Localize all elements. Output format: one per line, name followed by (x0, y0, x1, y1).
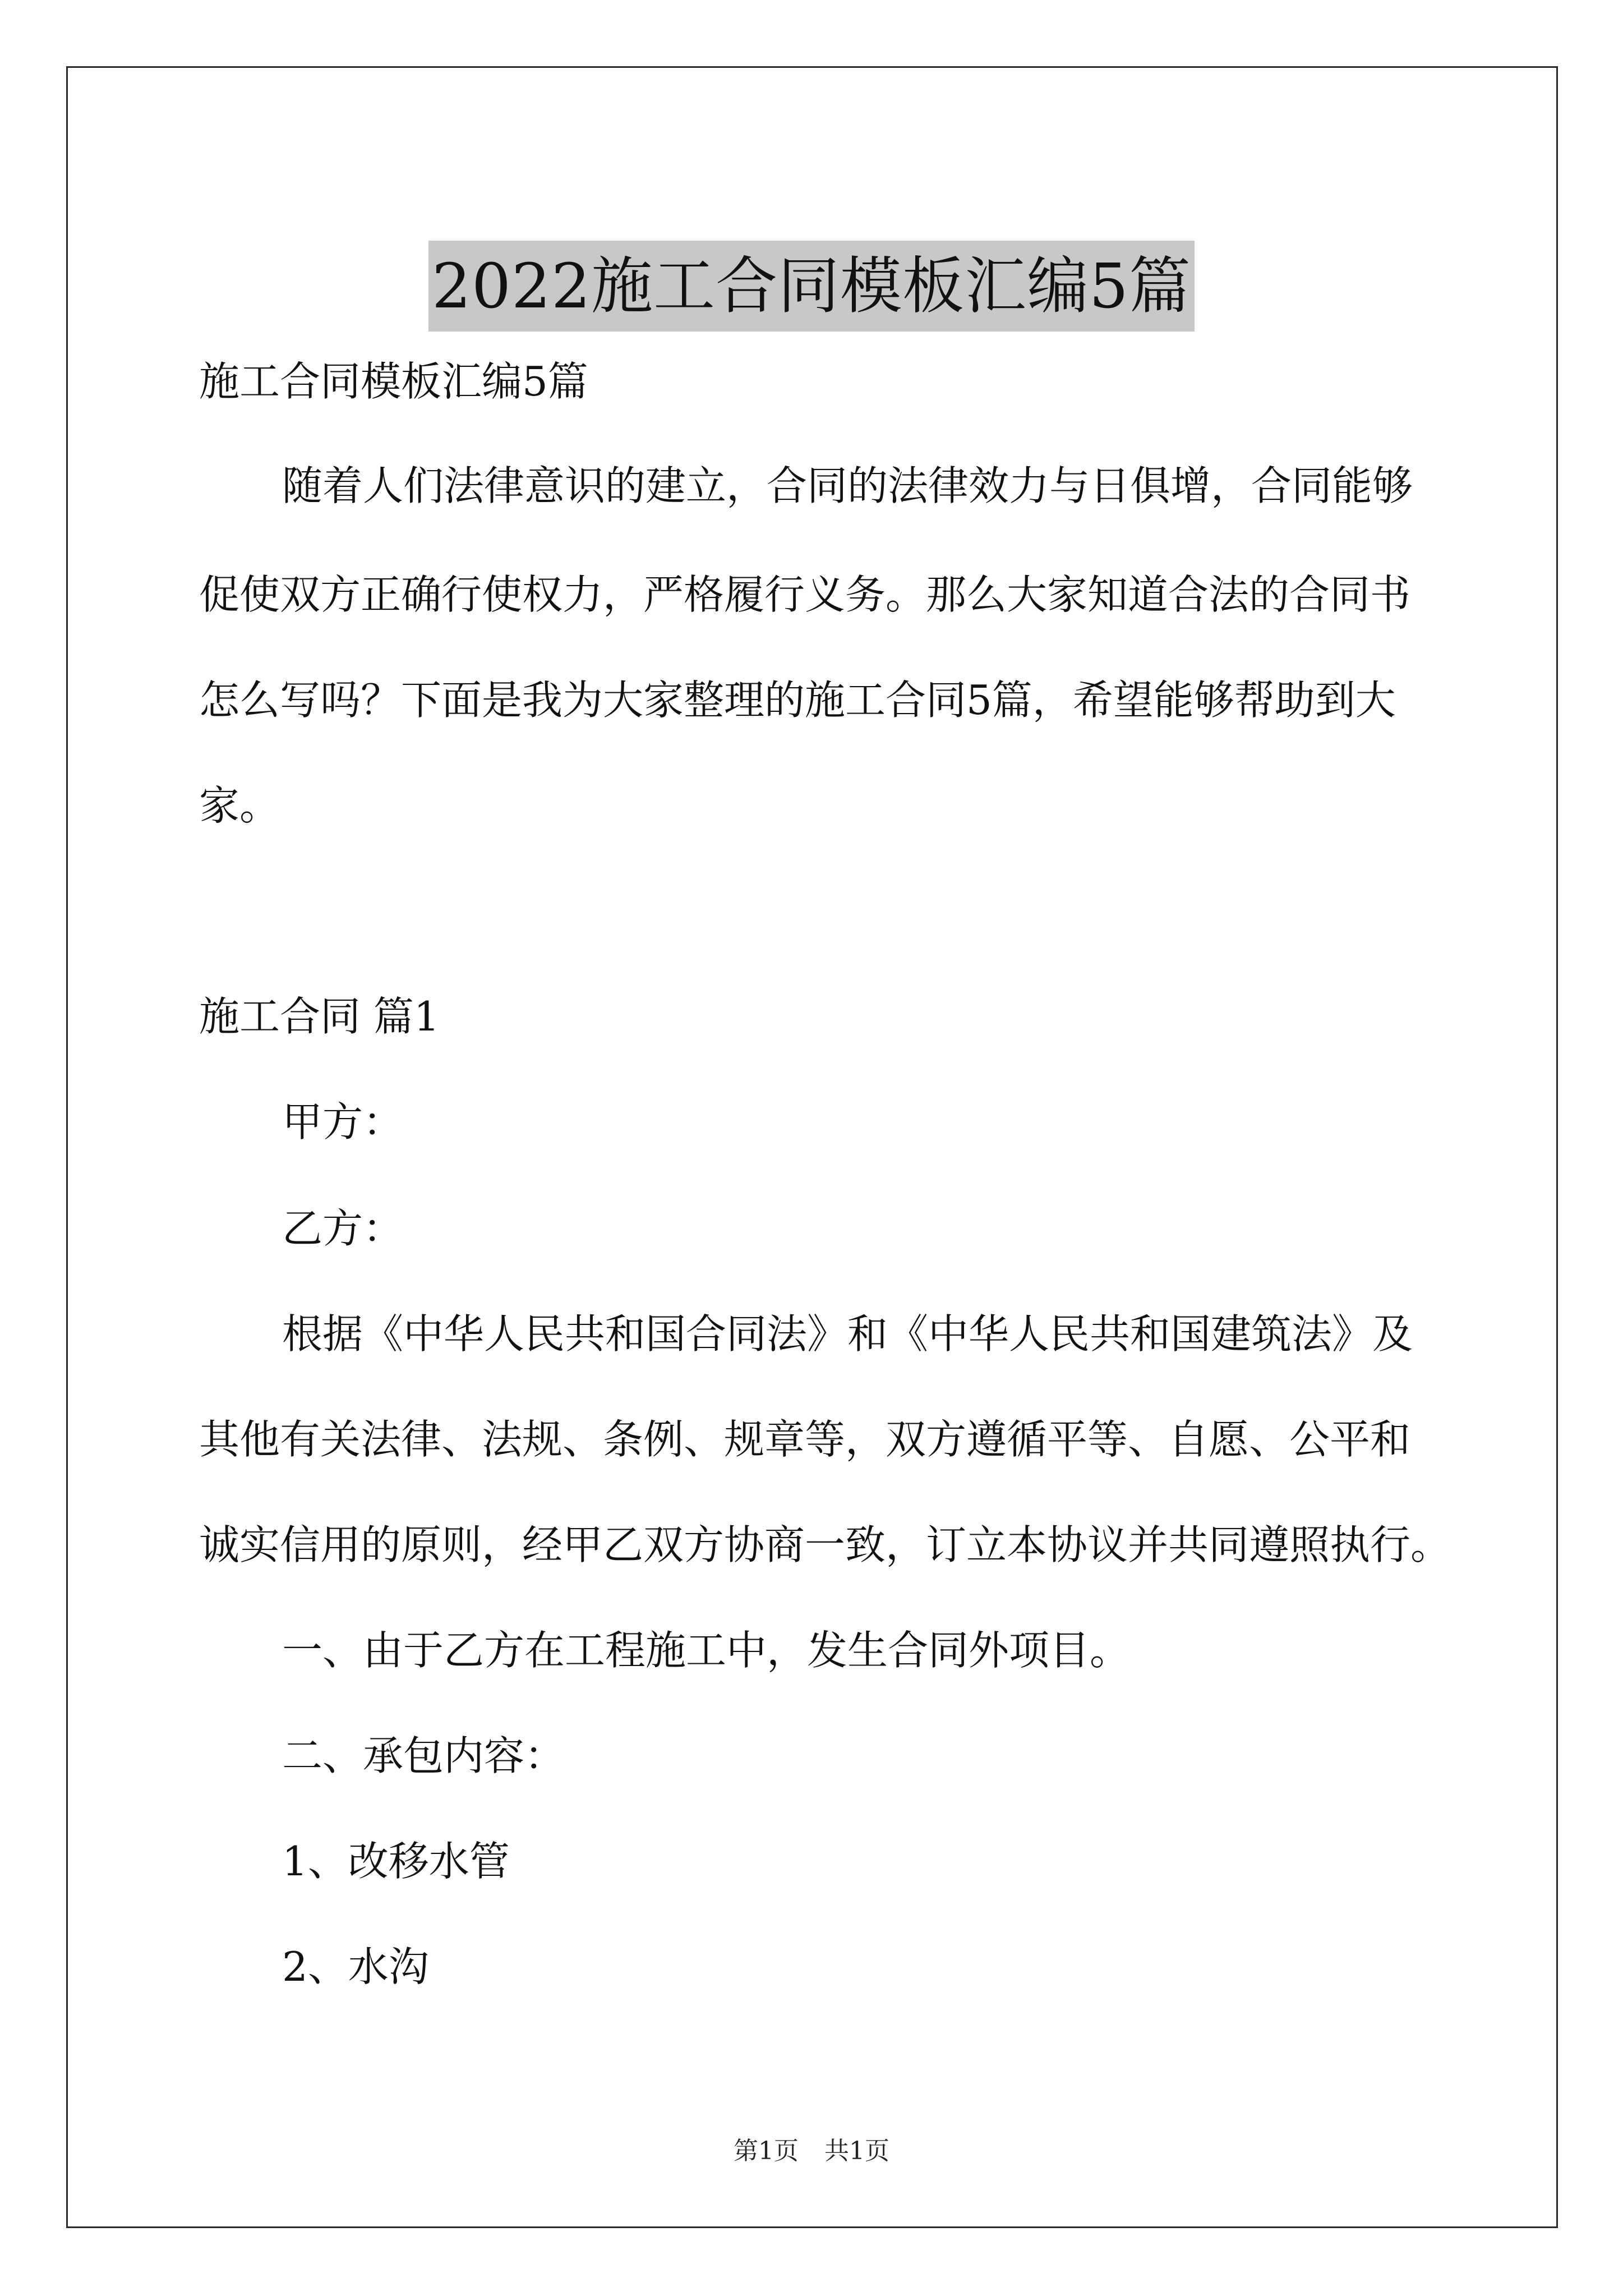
page-number-current: 第1页 (734, 2137, 799, 2165)
list-item-2: 2、水沟 (282, 1943, 429, 1990)
list-item-1: 1、改移水管 (282, 1838, 510, 1885)
basis-line-2: 其他有关法律、法规、条例、规章等，双方遵循平等、自愿、公平和 (199, 1416, 1411, 1463)
document-title: 2022施工合同模板汇编5篇 (428, 241, 1195, 332)
page-footer (0, 2134, 1623, 2168)
intro-line-2: 促使双方正确行使权力，严格履行义务。那么大家知道合法的合同书 (199, 571, 1411, 618)
party-a-label: 甲方： (282, 1098, 404, 1145)
intro-line-3: 怎么写吗？下面是我为大家整理的施工合同5篇，希望能够帮助到大 (199, 677, 1396, 724)
party-b-label: 乙方： (282, 1205, 404, 1252)
intro-line-4: 家。 (199, 782, 280, 829)
title-container (0, 199, 1623, 372)
intro-line-1: 随着人们法律意识的建立，合同的法律效力与日俱增，合同能够 (282, 462, 1413, 509)
clause-two: 二、承包内容： (282, 1732, 565, 1779)
basis-line-1: 根据《中华人民共和国合同法》和《中华人民共和国建筑法》及 (282, 1310, 1413, 1358)
document-subtitle: 施工合同模板汇编5篇 (199, 358, 588, 405)
clause-one: 一、由于乙方在工程施工中，发生合同外项目。 (282, 1627, 1131, 1674)
basis-line-3: 诚实信用的原则，经甲乙双方协商一致，订立本协议并共同遵照执行。 (199, 1521, 1451, 1568)
page-number-total: 共1页 (824, 2137, 889, 2165)
section-heading: 施工合同 篇1 (199, 993, 440, 1040)
